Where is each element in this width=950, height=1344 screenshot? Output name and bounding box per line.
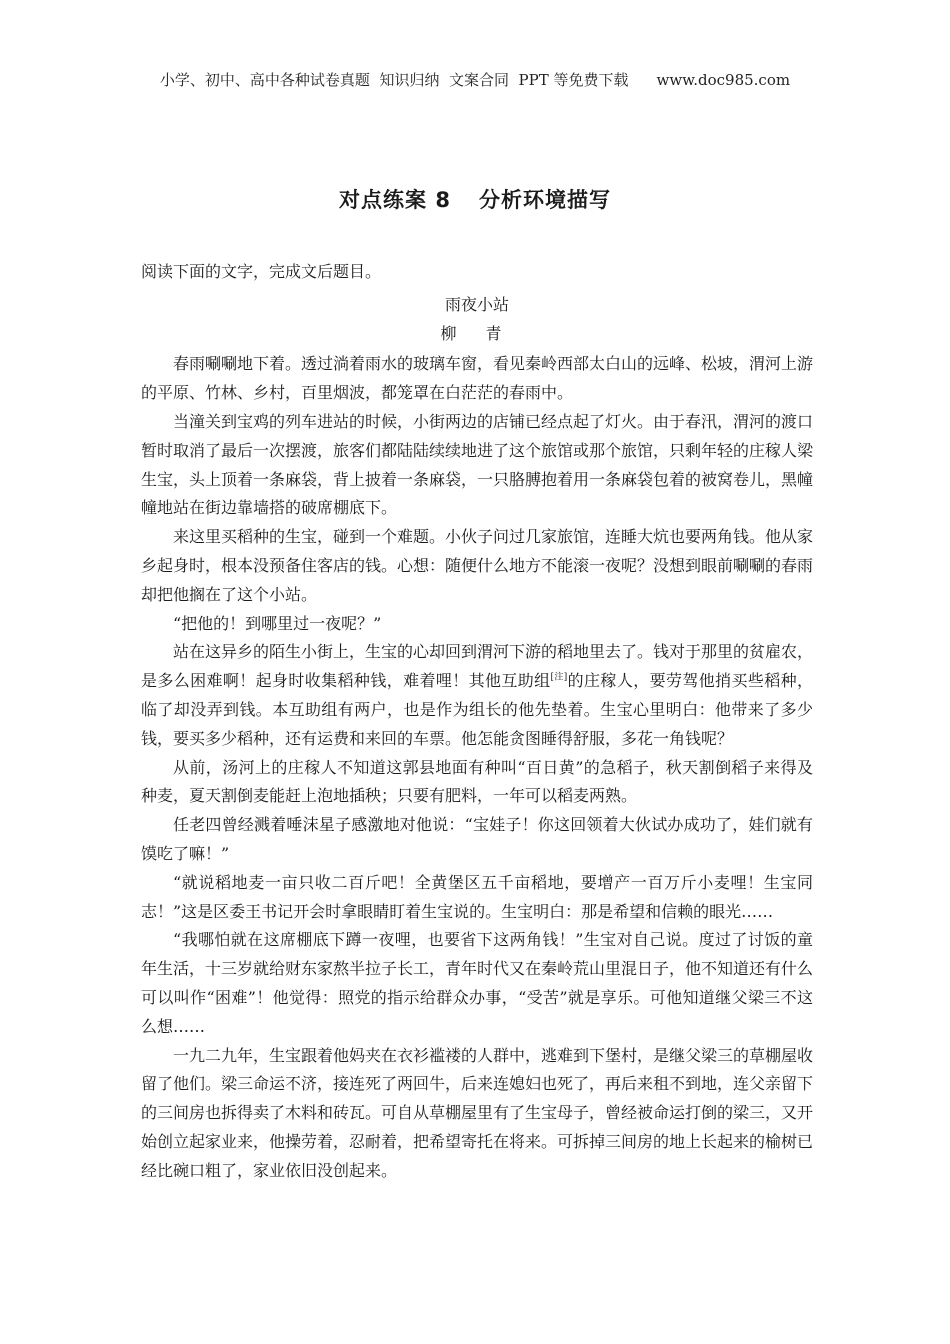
paragraph: “我哪怕就在这席棚底下蹲一夜哩，也要省下这两角钱！”生宝对自己说。度过了讨饭的童年生活，十三岁就给财东家熬半拉子长工，青年时代又在秦岭荒山里混日子，他不知道还有什么可以叫作“困难”！他觉得：照党的指示给群众办事，“受苦”就是享乐。可他知道继父梁三不这么想……	[141, 930, 814, 1036]
paragraph: “就说稻地麦一亩只收二百斤吧！全黄堡区五千亩稻地，要增产一百万斤小麦哩！生宝同志！”这是区委王书记开会时拿眼睛盯着生宝说的。生宝明白：那是希望和信赖的眼光……	[141, 872, 813, 921]
paragraph: 任老四曾经溅着唾沫星子感激地对他说：“宝娃子！你这回领着大伙试办成功了，娃们就有馍吃了嘛！”	[141, 815, 813, 863]
paragraph	[141, 638, 813, 753]
document-body	[141, 258, 813, 1186]
footnote-marker[interactable]: [注]	[550, 672, 568, 683]
paragraph: 一九二九年，生宝跟着他妈夹在衣衫褴褛的人群中，逃难到下堡村，是继父梁三的草棚屋收留了他们。梁三命运不济，接连死了两回牛，后来连媳妇也死了，再后来租不到地，连父亲留下的三间房也拆得卖了木料和砖瓦。可自从草棚屋里有了生宝母子，曾经被命运打倒的梁三，又开始创立起家业来，他操劳着，忍耐着，把希望寄托在将来。可拆掉三间房的地上长起来的榆树已经比碗口粗了，家业依旧没创起来。	[141, 1045, 814, 1180]
story-title: 雨夜小站	[444, 294, 509, 314]
paragraph: 当潼关到宝鸡的列车进站的时候，小街两边的店铺已经点起了灯火。由于春汛，渭河的渡口暂时取消了最后一次摆渡，旅客们都陆陆续续地进了这个旅馆或那个旅馆，只剩年轻的庄稼人梁生宝，头上顶着一条麻袋，背上披着一条麻袋，一只胳膊抱着用一条麻袋包着的被窝卷儿，黑幢幢地站在街边靠墙搭的破席棚底下。	[141, 411, 814, 518]
header-url[interactable]: www.doc985.com	[656, 71, 791, 89]
header-text: 小学、初中、高中各种试卷真题 知识归纳 文案合同 PPT 等免费下载	[159, 71, 629, 89]
paragraph: 春雨唰唰地下着。透过淌着雨水的玻璃车窗，看见秦岭西部太白山的远峰、松坡，渭河上游的平原、竹林、乡村，百里烟波，都笼罩在白茫茫的春雨中。	[141, 354, 814, 403]
title-main: 对点练案 8	[339, 188, 451, 212]
instruction-text: 阅读下面的文字，完成文后题目。	[141, 262, 382, 281]
paragraph-part: 站在这异乡的陌生小街上，生宝的心却回到渭河下游的稻地里去了。钱对于那里的贫雇农，是多么困难啊！起身时收集稻种钱，难着哩！其他互助组	[141, 642, 814, 691]
paragraph: 来这里买稻种的生宝，碰到一个难题。小伙子问过几家旅馆，连睡大炕也要两角钱。他从家乡起身时，根本没预备住客店的钱。心想：随便什么地方不能滚一夜呢？没想到眼前唰唰的春雨却把他搁在了这个小站。	[141, 527, 814, 604]
title-sub: 分析环境描写	[478, 188, 611, 212]
paragraph: “把他的！到哪里过一夜呢？”	[173, 613, 382, 633]
page-title	[0, 184, 950, 214]
paragraph-part: 的庄稼人，要劳驾他捎买些稻种，临了却没弄到钱。本互助组有两户，也是作为组长的他先垫着。生宝心里明白：他带来了多少钱，要买多少稻种，还有运费和来回的车票。他怎能贪图睡得舒服，多花一角钱呢？	[141, 671, 813, 748]
page-header	[0, 69, 950, 90]
paragraph: 从前，汤河上的庄稼人不知道这郭县地面有种叫“百日黄”的急稻子，秋天割倒稻子来得及种麦，夏天割倒麦能赶上泡地插秧；只要有肥料，一年可以稻麦两熟。	[141, 757, 813, 806]
story-author: 柳 青	[440, 323, 514, 343]
